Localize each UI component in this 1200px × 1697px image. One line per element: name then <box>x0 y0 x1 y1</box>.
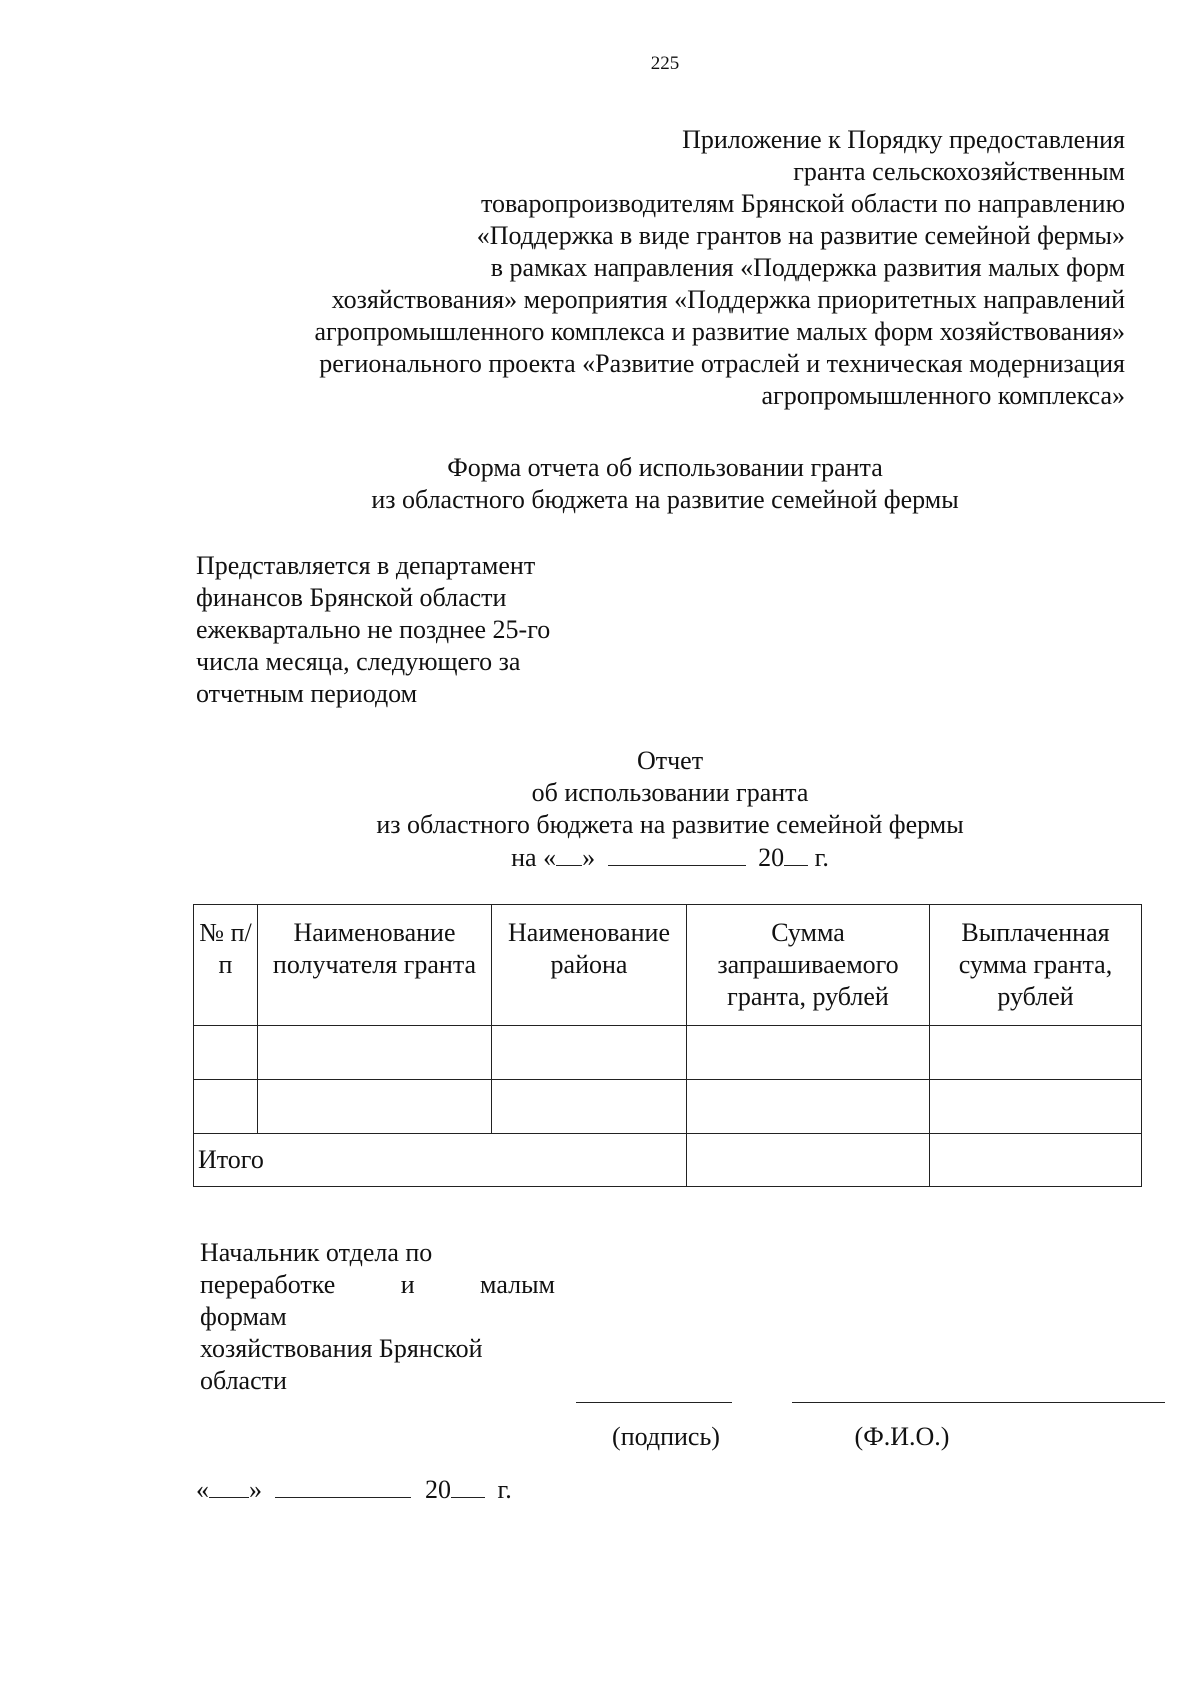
table-total-row <box>194 1134 1142 1187</box>
table-cell[interactable] <box>687 1026 930 1080</box>
signatory-line: формам <box>200 1302 287 1331</box>
table-row <box>194 1080 1142 1134</box>
table-cell[interactable] <box>492 1080 687 1134</box>
report-title-line: из областного бюджета на развитие семейной фермы <box>376 810 964 839</box>
table-cell[interactable] <box>930 1080 1142 1134</box>
table-cell[interactable] <box>930 1026 1142 1080</box>
signatory-line <box>200 1269 555 1301</box>
appendix-line: агропромышленного комплекса» <box>761 381 1125 410</box>
appendix-line: «Поддержка в виде грантов на развитие семейной фермы» <box>476 221 1125 250</box>
report-title-line: об использовании гранта <box>531 778 809 807</box>
date-day-blank[interactable] <box>209 1473 249 1498</box>
name-label: (Ф.И.О.) <box>854 1422 950 1451</box>
header-number: № п/п <box>194 905 258 1026</box>
report-date <box>0 841 1200 874</box>
report-date-mid: » <box>582 843 596 872</box>
appendix-line: хозяйствования» мероприятия «Поддержка приоритетных направлений <box>331 285 1125 314</box>
table-cell[interactable] <box>258 1026 492 1080</box>
signatory-word: переработке <box>200 1270 336 1299</box>
header-recipient: Наименование получателя гранта <box>258 905 492 1026</box>
appendix-line: агропромышленного комплекса и развитие малых форм хозяйствования» <box>314 317 1125 346</box>
signatory-line: области <box>200 1366 287 1395</box>
submission-note-line: отчетным периодом <box>196 679 418 708</box>
submission-note-line: числа месяца, следующего за <box>196 647 521 676</box>
table-cell[interactable] <box>492 1026 687 1080</box>
total-paid-cell[interactable] <box>930 1134 1142 1187</box>
signature-label: (подпись) <box>612 1422 720 1451</box>
name-line[interactable] <box>792 1402 1165 1403</box>
table-cell[interactable] <box>258 1080 492 1134</box>
total-label: Итого <box>194 1134 687 1187</box>
submission-note-line: Представляется в департамент <box>196 551 536 580</box>
table-cell[interactable] <box>687 1080 930 1134</box>
table-header-row <box>194 905 1142 1026</box>
appendix-line: регионального проекта «Развитие отраслей и техническая модернизация <box>319 349 1125 378</box>
report-date-suffix: г. <box>814 843 829 872</box>
report-table <box>193 904 1142 1187</box>
page-number: 225 <box>650 53 680 74</box>
signatory-word: малым <box>480 1270 555 1299</box>
report-date-prefix: на « <box>511 843 557 872</box>
submission-note-line: финансов Брянской области <box>196 583 507 612</box>
appendix-line: Приложение к Порядку предоставления <box>682 125 1125 154</box>
header-paid-sum: Выплаченная сумма гранта, рублей <box>930 905 1142 1026</box>
form-title <box>0 452 1200 516</box>
report-title-line: Отчет <box>636 746 704 775</box>
signature-line[interactable] <box>576 1402 732 1403</box>
table-cell[interactable] <box>194 1080 258 1134</box>
appendix-header <box>225 124 1125 412</box>
appendix-line: в рамках направления «Поддержка развития малых форм <box>490 253 1125 282</box>
submission-note-line: ежеквартально не позднее 25-го <box>196 615 551 644</box>
report-year-blank[interactable] <box>784 841 808 866</box>
total-requested-cell[interactable] <box>687 1134 930 1187</box>
date-open-quote: « <box>196 1475 209 1504</box>
appendix-line: гранта сельскохозяйственным <box>793 157 1125 186</box>
submission-note <box>196 550 616 710</box>
report-month-blank[interactable] <box>608 841 746 866</box>
form-title-line: Форма отчета об использовании гранта <box>447 453 883 482</box>
signatory-title <box>200 1237 555 1397</box>
date-close-quote: » <box>249 1475 262 1504</box>
report-date-year: 20 <box>758 843 785 872</box>
signatory-line: хозяйствования Брянской <box>200 1334 483 1363</box>
date-month-blank[interactable] <box>275 1473 411 1498</box>
header-requested-sum: Сумма запрашиваемого гранта, рублей <box>687 905 930 1026</box>
table-cell[interactable] <box>194 1026 258 1080</box>
signatory-line: Начальник отдела по <box>200 1238 433 1267</box>
signatory-word: и <box>400 1270 415 1299</box>
date-suffix: г. <box>497 1475 512 1504</box>
header-district: Наименование района <box>492 905 687 1026</box>
form-title-line: из областного бюджета на развитие семейной фермы <box>371 485 959 514</box>
date-year: 20 <box>425 1475 451 1504</box>
report-title <box>0 745 1200 874</box>
appendix-line: товаропроизводителям Брянской области по направлению <box>480 189 1125 218</box>
date-year-blank[interactable] <box>451 1473 485 1498</box>
table-row <box>194 1026 1142 1080</box>
signature-date <box>196 1473 512 1506</box>
report-day-blank[interactable] <box>556 841 582 866</box>
